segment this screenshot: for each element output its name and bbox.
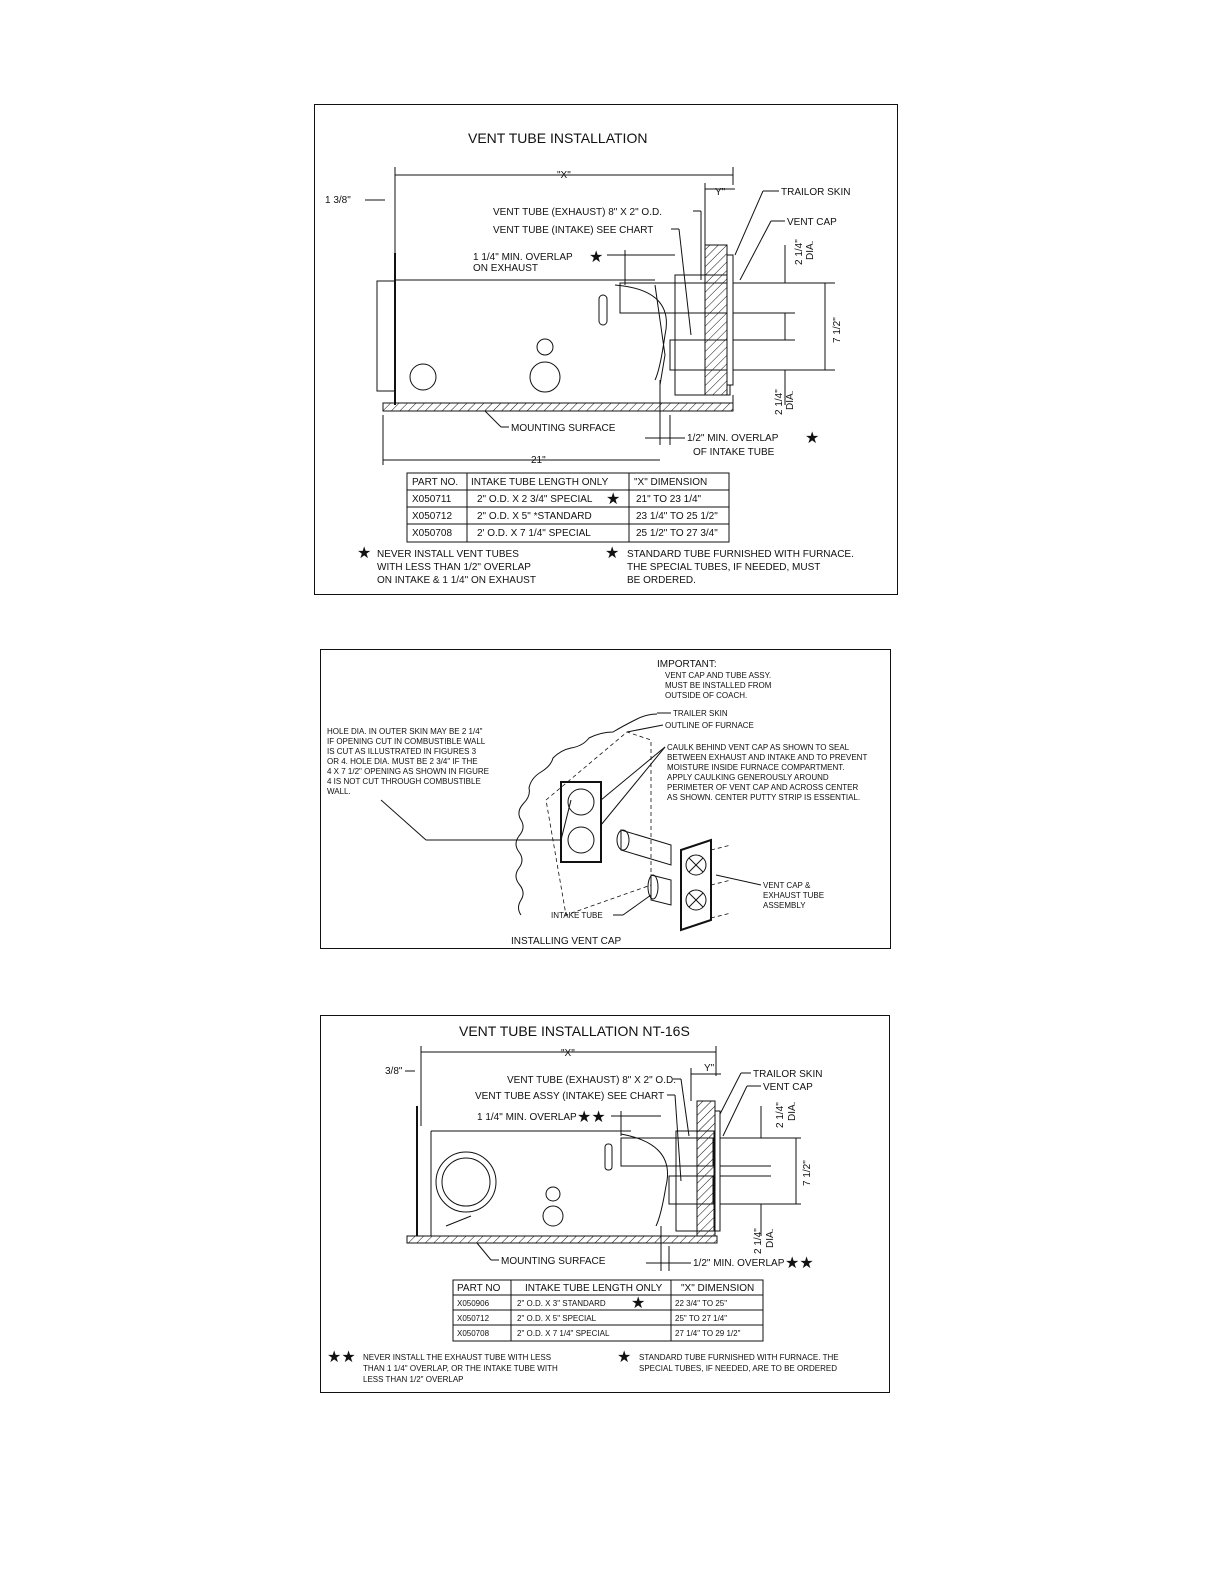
- wall-opening: [561, 782, 601, 862]
- y-dimension-label: Y": [704, 1063, 715, 1074]
- vent-cap-assy-line: ASSEMBLY: [763, 901, 806, 910]
- important-line: VENT CAP AND TUBE ASSY.: [665, 671, 772, 680]
- dia-bottom-label-2: DIA.: [785, 390, 796, 410]
- star-icon: ★: [589, 249, 604, 266]
- part-table-1: [407, 473, 729, 542]
- vent-cap-plate: [681, 840, 711, 930]
- double-star-icon: ★★: [327, 1349, 356, 1366]
- note3-left-line: NEVER INSTALL THE EXHAUST TUBE WITH LESS: [363, 1353, 552, 1362]
- note1-left-line: NEVER INSTALL VENT TUBES: [377, 549, 519, 560]
- note3-left-line: LESS THAN 1/2" OVERLAP: [363, 1375, 464, 1384]
- table3-cell: 22 3/4" TO 25": [675, 1299, 728, 1308]
- overlap-exhaust-label: 1 1/4" MIN. OVERLAP: [473, 252, 573, 263]
- mounting-surface-label: MOUNTING SURFACE: [511, 423, 616, 434]
- table3-cell: X050712: [457, 1314, 490, 1323]
- table3-header-part: PART NO: [457, 1283, 501, 1294]
- vent-cap-label: VENT CAP: [763, 1082, 813, 1093]
- small-port-circle: [537, 339, 553, 355]
- dim-7-1-2-label: 7 1/2": [832, 317, 843, 343]
- dia-bottom-label: 2 1/4": [753, 1228, 764, 1254]
- dia-bottom-label-2: DIA.: [765, 1228, 776, 1248]
- overlap-top-label: 1 1/4" MIN. OVERLAP: [477, 1112, 577, 1123]
- dim-21-label: 21": [531, 455, 546, 466]
- trailor-skin-label: TRAILOR SKIN: [781, 187, 851, 198]
- vent-cap-assy-line: EXHAUST TUBE: [763, 891, 825, 900]
- table1-cell: 25 1/2" TO 27 3/4": [636, 528, 718, 539]
- figure2-caption: INSTALLING VENT CAP: [511, 936, 622, 947]
- small-port-circle: [546, 1187, 560, 1201]
- star-icon: ★: [617, 1349, 632, 1366]
- table3-cell: X050906: [457, 1299, 490, 1308]
- vent-tube-installation-drawing: [315, 105, 899, 596]
- y-dimension-label: Y": [715, 187, 726, 198]
- table1-header-length: INTAKE TUBE LENGTH ONLY: [471, 477, 609, 488]
- overlap-intake-label: 1/2" MIN. OVERLAP: [687, 433, 779, 444]
- table3-header-x: "X" DIMENSION: [681, 1283, 755, 1294]
- caulk-note-line: BETWEEN EXHAUST AND INTAKE AND TO PREVENT: [667, 753, 868, 762]
- double-star-icon: ★★: [785, 1255, 814, 1272]
- dim-3-8-label: 3/8": [385, 1066, 403, 1077]
- vent-cap-plate: [715, 1111, 720, 1231]
- table3-cell: X050708: [457, 1329, 490, 1338]
- table1-header-part: PART NO.: [412, 477, 459, 488]
- exhaust-tube-label: VENT TUBE (EXHAUST) 8" X 2" O.D.: [493, 207, 662, 218]
- table1-cell: X050708: [412, 528, 453, 539]
- important-line: OUTSIDE OF COACH.: [665, 691, 748, 700]
- vent-tube-installation-nt16s-figure: [320, 1015, 890, 1393]
- table1-cell: 23 1/4" TO 25 1/2": [636, 511, 718, 522]
- vent-cap-plate: [727, 255, 733, 385]
- trailer-wall: [697, 1101, 715, 1236]
- trailer-skin-edge: [516, 714, 657, 915]
- table3-cell: 27 1/4" TO 29 1/2": [675, 1329, 741, 1338]
- blower-circle: [530, 362, 560, 392]
- hole-note-line: IS CUT AS ILLUSTRATED IN FIGURES 3: [327, 747, 477, 756]
- hole-note-line: OR 4. HOLE DIA. MUST BE 2 3/4" IF THE: [327, 757, 478, 766]
- trailer-wall: [705, 245, 727, 395]
- star-icon: ★: [631, 1295, 646, 1312]
- hole-note-line: 4 X 7 1/2" OPENING AS SHOWN IN FIGURE: [327, 767, 489, 776]
- hole-note-line: HOLE DIA. IN OUTER SKIN MAY BE 2 1/4": [327, 727, 483, 736]
- hole-note-line: IF OPENING CUT IN COMBUSTIBLE WALL: [327, 737, 486, 746]
- part-table-3: [453, 1280, 763, 1341]
- x-dimension-label: "X": [557, 170, 571, 181]
- important-heading: IMPORTANT:: [657, 659, 717, 670]
- table1-cell: X050711: [412, 494, 452, 505]
- table3-cell: 2" O.D. X 7 1/4" SPECIAL: [517, 1329, 610, 1338]
- x-dimension-label: "X": [561, 1048, 575, 1059]
- outline-furnace-label: OUTLINE OF FURNACE: [665, 721, 754, 730]
- table3-cell: 2" O.D. X 5" SPECIAL: [517, 1314, 597, 1323]
- installing-vent-cap-figure: [320, 649, 891, 949]
- overlap-bottom-label: 1/2" MIN. OVERLAP: [693, 1258, 785, 1269]
- important-line: MUST BE INSTALLED FROM: [665, 681, 772, 690]
- installing-vent-cap-drawing: [321, 650, 892, 950]
- intake-tube-label: VENT TUBE (INTAKE) SEE CHART: [493, 225, 654, 236]
- dia-bottom-label: 2 1/4": [774, 389, 785, 415]
- note3-left-line: THAN 1 1/4" OVERLAP, OR THE INTAKE TUBE WITH: [363, 1364, 558, 1373]
- vent-tube-installation-figure: [314, 104, 898, 595]
- overlap-intake-label-2: OF INTAKE TUBE: [693, 447, 775, 458]
- note3-right-line: STANDARD TUBE FURNISHED WITH FURNACE. THE: [639, 1353, 839, 1362]
- table1-cell: X050712: [412, 511, 453, 522]
- note1-left-line: ON INTAKE & 1 1/4" ON EXHAUST: [377, 575, 536, 586]
- vent-cap-assy-line: VENT CAP &: [763, 881, 811, 890]
- mounting-base: [383, 403, 733, 411]
- vent-cap-label: VENT CAP: [787, 217, 837, 228]
- blower-wheel-circle: [436, 1152, 496, 1212]
- double-star-icon: ★★: [577, 1109, 606, 1126]
- note1-right-line: THE SPECIAL TUBES, IF NEEDED, MUST: [627, 562, 821, 573]
- caulk-note-line: PERIMETER OF VENT CAP AND ACROSS CENTER: [667, 783, 859, 792]
- trailor-skin-label: TRAILOR SKIN: [753, 1069, 823, 1080]
- table3-header-length: INTAKE TUBE LENGTH ONLY: [525, 1283, 663, 1294]
- exhaust-tube-label: VENT TUBE (EXHAUST) 8" X 2" O.D.: [507, 1075, 676, 1086]
- dim-1-3-8-label: 1 3/8": [325, 195, 351, 206]
- star-icon: ★: [805, 430, 820, 447]
- note3-right-line: SPECIAL TUBES, IF NEEDED, ARE TO BE ORDERED: [639, 1364, 837, 1373]
- intake-tube-label: VENT TUBE ASSY (INTAKE) SEE CHART: [475, 1091, 665, 1102]
- star-icon: ★: [357, 545, 372, 562]
- table1-cell: 2" O.D. X 2 3/4" SPECIAL: [477, 494, 593, 505]
- star-icon: ★: [605, 545, 620, 562]
- star-icon: ★: [606, 491, 621, 508]
- dia-top-label: 2 1/4": [775, 1102, 786, 1128]
- vent-tube-installation-nt16s-drawing: [321, 1016, 891, 1394]
- table1-cell: 2" O.D. X 5" *STANDARD: [477, 511, 592, 522]
- table1-cell: 2' O.D. X 7 1/4" SPECIAL: [477, 528, 591, 539]
- caulk-note-line: AS SHOWN. CENTER PUTTY STRIP IS ESSENTIAL.: [667, 793, 861, 802]
- note1-left-line: WITH LESS THAN 1/2" OVERLAP: [377, 562, 531, 573]
- caulk-note-line: APPLY CAULKING GENEROUSLY AROUND: [667, 773, 829, 782]
- mounting-surface-label: MOUNTING SURFACE: [501, 1256, 606, 1267]
- mounting-base: [407, 1236, 717, 1243]
- note1-right-line: STANDARD TUBE FURNISHED WITH FURNACE.: [627, 549, 854, 560]
- dia-top-label-2: DIA.: [805, 240, 816, 260]
- dim-7-1-2-label: 7 1/2": [802, 1160, 813, 1186]
- burner-port-circle: [543, 1206, 563, 1226]
- caulk-note-line: MOISTURE INSIDE FURNACE COMPARTMENT.: [667, 763, 845, 772]
- figure1-title: VENT TUBE INSTALLATION: [468, 130, 648, 146]
- burner-port-circle: [410, 364, 436, 390]
- trailer-skin-label: TRAILER SKIN: [673, 709, 728, 718]
- intake-tube: [651, 875, 671, 905]
- intake-tube-label: INTAKE TUBE: [551, 911, 603, 920]
- caulk-note-line: CAULK BEHIND VENT CAP AS SHOWN TO SEAL: [667, 743, 850, 752]
- dia-top-label: 2 1/4": [794, 239, 805, 265]
- overlap-exhaust-label-2: ON EXHAUST: [473, 263, 539, 274]
- figure3-title: VENT TUBE INSTALLATION NT-16S: [459, 1023, 690, 1039]
- table3-cell: 2" O.D. X 3" STANDARD: [517, 1299, 606, 1308]
- hole-note-line: WALL.: [327, 787, 351, 796]
- table1-header-x: "X" DIMENSION: [634, 477, 708, 488]
- table3-cell: 25" TO 27 1/4": [675, 1314, 728, 1323]
- dia-top-label-2: DIA.: [787, 1101, 798, 1121]
- note1-right-line: BE ORDERED.: [627, 575, 696, 586]
- table1-cell: 21" TO 23 1/4": [636, 494, 702, 505]
- hole-note-line: 4 IS NOT CUT THROUGH COMBUSTIBLE: [327, 777, 481, 786]
